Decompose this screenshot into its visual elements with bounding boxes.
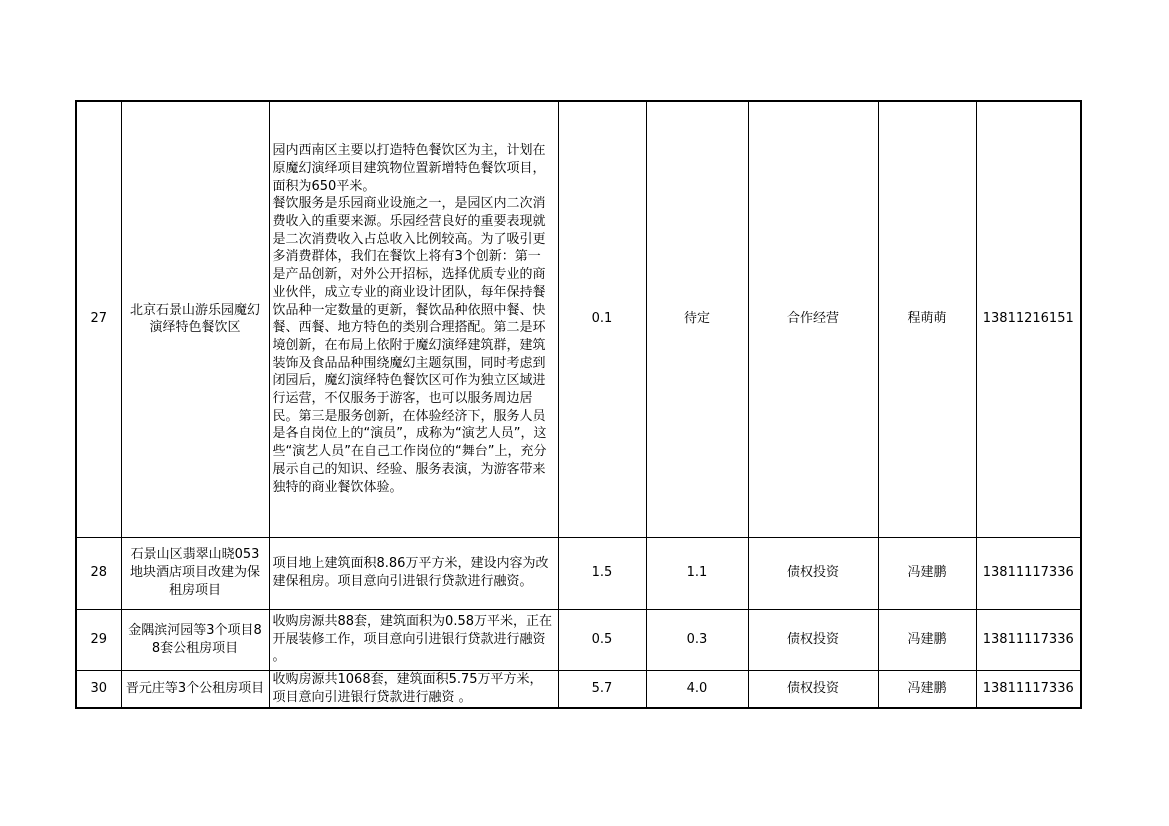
contact-phone: 13811117336 bbox=[976, 609, 1081, 670]
contact-phone: 13811117336 bbox=[976, 670, 1081, 708]
value-1: 0.1 bbox=[558, 101, 646, 537]
cooperation-mode: 合作经营 bbox=[748, 101, 878, 537]
value-1: 0.5 bbox=[558, 609, 646, 670]
contact-person: 冯建鹏 bbox=[878, 537, 976, 609]
project-name: 北京石景山游乐园魔幻演绎特色餐饮区 bbox=[121, 101, 269, 537]
row-number: 29 bbox=[76, 609, 121, 670]
contact-person: 冯建鹏 bbox=[878, 609, 976, 670]
value-1: 5.7 bbox=[558, 670, 646, 708]
description-text: 园内西南区主要以打造特色餐饮区为主，计划在原魔幻演绎项目建筑物位置新增特色餐饮项目，面积为650平米。 餐饮服务是乐园商业设施之一，是园区内二次消费收入的重要来源。乐园经营良好的重要表现就是二次消费收入占总收入比例较高。为了吸引更多消费群体，我们在餐饮上将有3个创新：第一是产品创新，对外公开招标，选择优质专业的商业伙伴，成立专业的商业设计团队，每年保持餐饮品种一定数量的更新，餐饮品种依照中餐、快餐、西餐、地方特色的类别合理搭配。第二是环境创新，在布局上依附于魔幻演绎建筑群，建筑装饰及食品品种围绕魔幻主题氛围，同时考虑到闭园后，魔幻演绎特色餐饮区可作为独立区域进行运营，不仅服务于游客，也可以服务周边居民。第三是服务创新，在体验经济下，服务人员是各自岗位上的“演员”，成称为“演艺人员”，这些“演艺人员”在自己工作岗位的“舞台”上，充分展示自己的知识、经验、服务表演，为游客带来独特的商业餐饮体验。 bbox=[272, 143, 547, 495]
value-2: 1.1 bbox=[646, 537, 748, 609]
row-number: 27 bbox=[76, 101, 121, 537]
table-row bbox=[76, 537, 1081, 609]
table-row bbox=[76, 670, 1081, 708]
value-1: 1.5 bbox=[558, 537, 646, 609]
cooperation-mode: 债权投资 bbox=[748, 537, 878, 609]
table-row bbox=[76, 101, 1081, 537]
row-number: 30 bbox=[76, 670, 121, 708]
contact-phone: 13811117336 bbox=[976, 537, 1081, 609]
contact-person: 冯建鹏 bbox=[878, 670, 976, 708]
contact-phone: 13811216151 bbox=[976, 101, 1081, 537]
project-name: 晋元庄等3个公租房项目 bbox=[121, 670, 269, 708]
value-2: 4.0 bbox=[646, 670, 748, 708]
cooperation-mode: 债权投资 bbox=[748, 609, 878, 670]
contact-person: 程萌萌 bbox=[878, 101, 976, 537]
project-description bbox=[269, 101, 558, 537]
table-row bbox=[76, 609, 1081, 670]
project-name: 石景山区翡翠山晓053地块酒店项目改建为保租房项目 bbox=[121, 537, 269, 609]
project-name: 金隅滨河园等3个项目88套公租房项目 bbox=[121, 609, 269, 670]
project-description: 项目地上建筑面积8.86万平方米，建设内容为改建保租房。项目意向引进银行贷款进行融资。 bbox=[269, 537, 558, 609]
row-number: 28 bbox=[76, 537, 121, 609]
project-table bbox=[75, 100, 1082, 709]
project-description: 收购房源共88套，建筑面积为0.58万平米，正在开展装修工作，项目意向引进银行贷款进行融资 。 bbox=[269, 609, 558, 670]
project-description: 收购房源共1068套，建筑面积5.75万平方米，项目意向引进银行贷款进行融资 。 bbox=[269, 670, 558, 708]
value-2: 待定 bbox=[646, 101, 748, 537]
value-2: 0.3 bbox=[646, 609, 748, 670]
cooperation-mode: 债权投资 bbox=[748, 670, 878, 708]
